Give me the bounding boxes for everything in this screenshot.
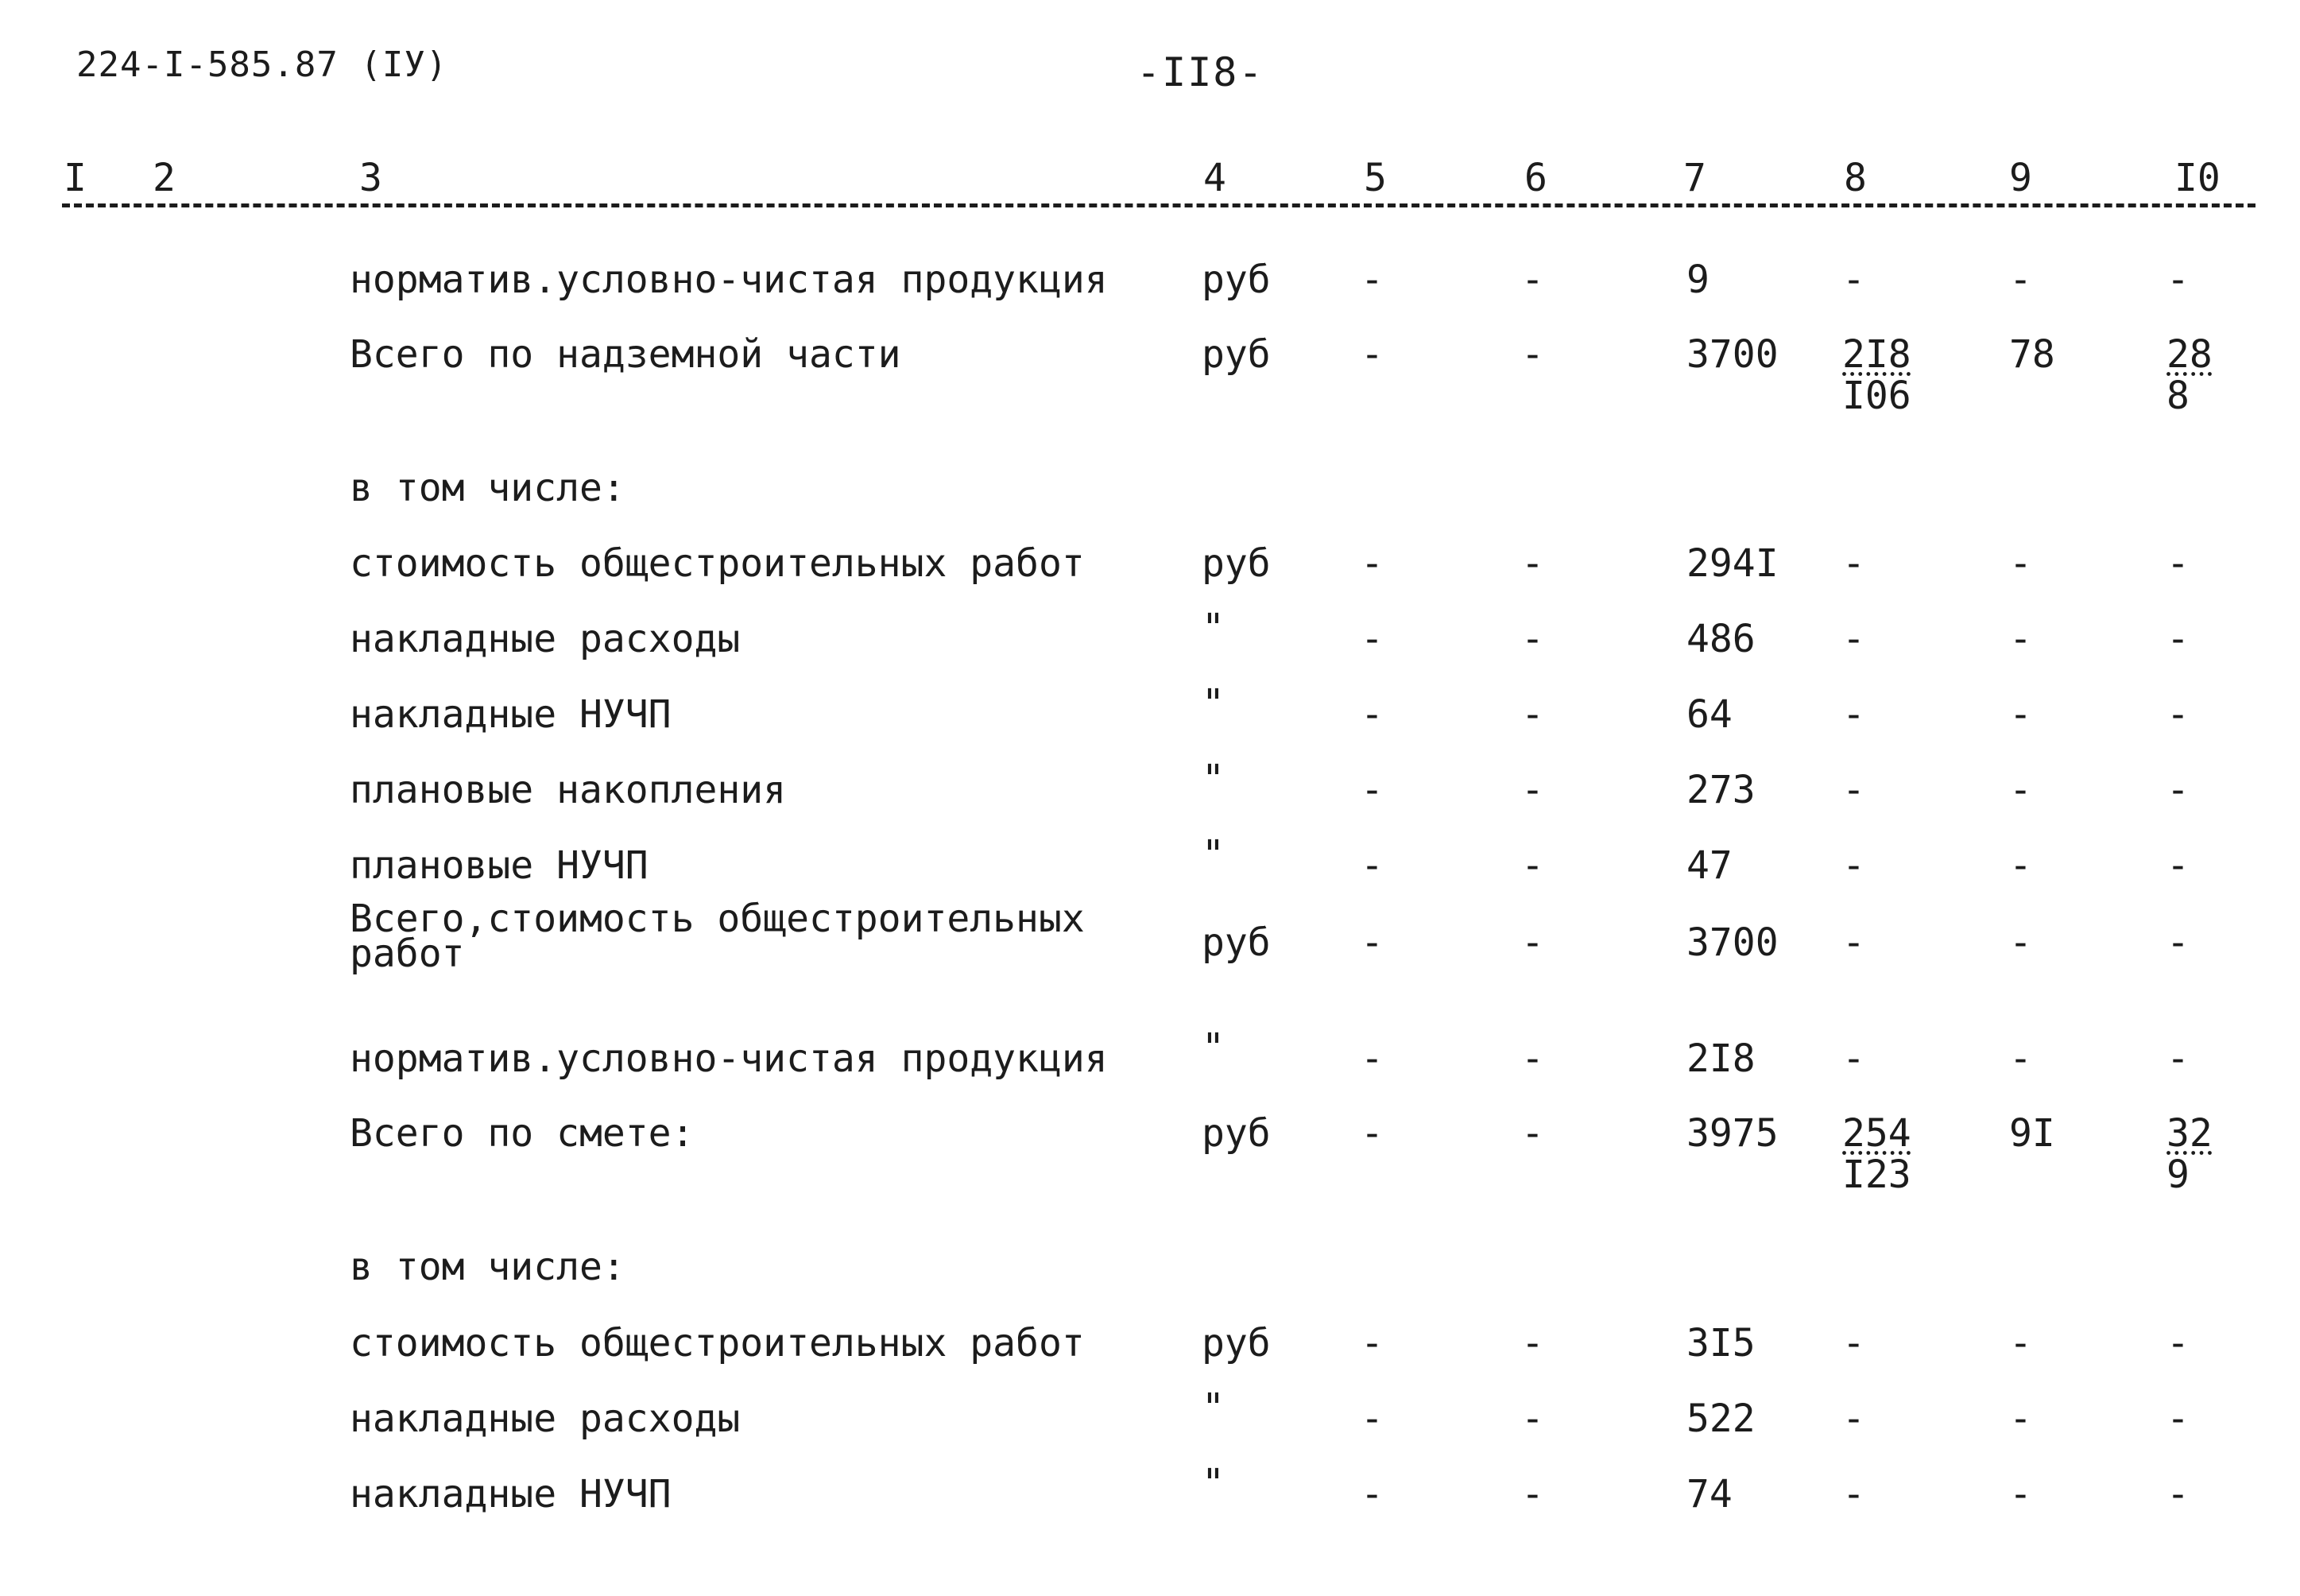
col10-cell: - [2166, 617, 2190, 661]
col8-cell: - [1842, 1321, 1865, 1366]
col5-cell: - [1361, 258, 1384, 302]
col9-cell: 78 [2009, 332, 2055, 377]
col7-cell: 294I [1686, 541, 1779, 586]
page-number: -II8- [1136, 49, 1264, 95]
column-header-4: 4 [1203, 156, 1226, 200]
col8-cell: 2I8 [1842, 332, 1911, 377]
col6-cell: - [1521, 843, 1544, 888]
row-description: норматив.условно-чистая продукция [350, 1036, 1108, 1081]
column-header-1: I [64, 156, 87, 200]
unit-cell: " [1202, 757, 1225, 801]
col10-cell: - [2166, 843, 2190, 888]
col10-cell: - [2166, 541, 2190, 586]
row-description: в том числе: [350, 466, 625, 510]
unit-cell: " [1202, 1385, 1225, 1430]
col9-cell: - [2009, 843, 2032, 888]
col5-cell: - [1361, 1321, 1384, 1366]
col5-cell: - [1361, 920, 1384, 965]
row-description: накладные НУЧП [350, 1472, 672, 1517]
row-description: Всего по надземной части [350, 332, 901, 377]
col9-cell: 9I [2009, 1111, 2055, 1156]
unit-cell: руб [1202, 258, 1271, 302]
unit-cell: " [1202, 832, 1225, 877]
col9-cell: - [2009, 258, 2032, 302]
column-header-6: 6 [1524, 156, 1547, 200]
col7-cell: 74 [1686, 1472, 1733, 1517]
col10-cell: - [2166, 258, 2190, 302]
col5-cell: - [1361, 1111, 1384, 1156]
col9-cell: - [2009, 920, 2032, 965]
col7-cell: 3I5 [1686, 1321, 1756, 1366]
col10-cell: - [2166, 1472, 2190, 1517]
col6-cell: - [1521, 617, 1544, 661]
col8-fraction [1842, 334, 1911, 416]
column-header-7: 7 [1683, 156, 1706, 200]
col6-cell: - [1521, 541, 1544, 586]
col8-cell: - [1842, 258, 1865, 302]
row-description: накладные расходы [350, 1396, 741, 1441]
unit-cell: " [1202, 606, 1225, 650]
col7-cell: 2I8 [1686, 1036, 1756, 1081]
col8-cell: - [1842, 843, 1865, 888]
col7-cell: 3700 [1686, 332, 1779, 377]
col6-cell: - [1521, 1472, 1544, 1517]
col9-cell: - [2009, 1036, 2032, 1081]
col6-cell: - [1521, 692, 1544, 737]
col5-cell: - [1361, 332, 1384, 377]
col7-cell: 486 [1686, 617, 1756, 661]
col10-cell: - [2166, 1396, 2190, 1441]
col5-cell: - [1361, 692, 1384, 737]
column-header-3: 3 [359, 156, 382, 200]
col10-cell: - [2166, 1321, 2190, 1366]
unit-cell: " [1202, 681, 1225, 726]
unit-cell: руб [1202, 332, 1271, 377]
col7-cell: 64 [1686, 692, 1733, 737]
col6-cell: - [1521, 1396, 1544, 1441]
row-description: Всего по смете: [350, 1111, 695, 1156]
col8-fraction [1842, 1113, 1911, 1195]
col10-fraction [2166, 334, 2213, 416]
col10-subvalue: 9 [2166, 1152, 2190, 1197]
row-description: в том числе: [350, 1245, 625, 1289]
col10-subvalue: 8 [2166, 374, 2190, 418]
col8-cell: - [1842, 617, 1865, 661]
col9-cell: - [2009, 617, 2032, 661]
column-header-5: 5 [1364, 156, 1387, 200]
col8-cell: - [1842, 1472, 1865, 1517]
row-description: плановые накопления [350, 768, 787, 812]
col9-cell: - [2009, 1396, 2032, 1441]
col6-cell: - [1521, 258, 1544, 302]
col5-cell: - [1361, 1036, 1384, 1081]
col9-cell: - [2009, 1472, 2032, 1517]
col10-cell: 32 [2166, 1111, 2213, 1156]
col9-cell: - [2009, 692, 2032, 737]
col8-cell: - [1842, 1036, 1865, 1081]
column-header-8: 8 [1844, 156, 1867, 200]
col5-cell: - [1361, 541, 1384, 586]
col10-cell: 28 [2166, 332, 2213, 377]
col7-cell: 47 [1686, 843, 1733, 888]
col8-cell: 254 [1842, 1111, 1911, 1156]
unit-cell: руб [1202, 541, 1271, 586]
col9-cell: - [2009, 541, 2032, 586]
col6-cell: - [1521, 768, 1544, 812]
column-header-9: 9 [2009, 156, 2032, 200]
row-description: накладные расходы [350, 617, 741, 661]
col9-cell: - [2009, 1321, 2032, 1366]
unit-cell: " [1202, 1461, 1225, 1505]
col6-cell: - [1521, 332, 1544, 377]
document-code: 224-I-585.87 (IУ) [76, 45, 448, 85]
unit-cell: " [1202, 1025, 1225, 1070]
col8-cell: - [1842, 541, 1865, 586]
col8-subvalue: I23 [1842, 1152, 1911, 1197]
col10-cell: - [2166, 692, 2190, 737]
col10-cell: - [2166, 768, 2190, 812]
col5-cell: - [1361, 617, 1384, 661]
col7-cell: 3975 [1686, 1111, 1779, 1156]
col10-cell: - [2166, 1036, 2190, 1081]
col7-cell: 9 [1686, 258, 1710, 302]
col8-cell: - [1842, 920, 1865, 965]
col8-subvalue: I06 [1842, 374, 1911, 418]
col10-cell: - [2166, 920, 2190, 965]
col5-cell: - [1361, 1396, 1384, 1441]
row-description: стоимость общестроительных работ [350, 541, 1085, 586]
col6-cell: - [1521, 1111, 1544, 1156]
row-description: норматив.условно-чистая продукция [350, 258, 1108, 302]
col10-fraction [2166, 1113, 2213, 1195]
row-description: плановые НУЧП [350, 843, 649, 888]
col5-cell: - [1361, 843, 1384, 888]
col6-cell: - [1521, 1036, 1544, 1081]
row-description: стоимость общестроительных работ [350, 1321, 1085, 1366]
row-description: накладные НУЧП [350, 692, 672, 737]
col8-cell: - [1842, 768, 1865, 812]
col6-cell: - [1521, 1321, 1544, 1366]
unit-cell: руб [1202, 920, 1271, 965]
row-description: Всего,стоимость общестроительных работ [350, 897, 1085, 976]
unit-cell: руб [1202, 1321, 1271, 1366]
col9-cell: - [2009, 768, 2032, 812]
unit-cell: руб [1202, 1111, 1271, 1156]
col8-cell: - [1842, 1396, 1865, 1441]
col7-cell: 273 [1686, 768, 1756, 812]
column-header-2: 2 [153, 156, 176, 200]
col5-cell: - [1361, 1472, 1384, 1517]
col6-cell: - [1521, 920, 1544, 965]
column-header-10: I0 [2174, 156, 2221, 200]
col8-cell: - [1842, 692, 1865, 737]
col7-cell: 3700 [1686, 920, 1779, 965]
col7-cell: 522 [1686, 1396, 1756, 1441]
col5-cell: - [1361, 768, 1384, 812]
